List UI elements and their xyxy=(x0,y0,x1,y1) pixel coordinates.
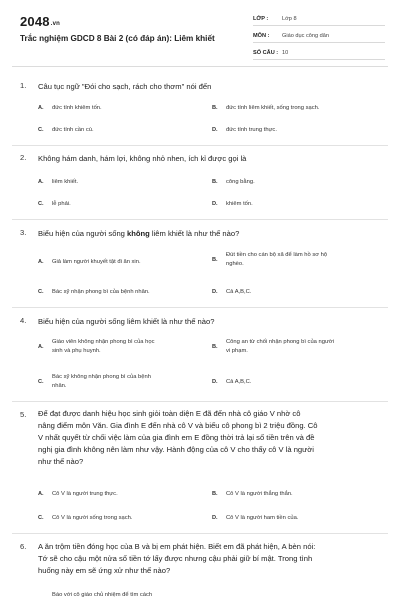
option-d[interactable] xyxy=(212,200,253,209)
question-number: 2. xyxy=(20,153,27,162)
option-d[interactable] xyxy=(212,378,251,387)
option-text: lễ phải. xyxy=(52,201,71,207)
question-divider xyxy=(12,145,388,146)
page-header xyxy=(0,0,400,62)
option-letter: A. xyxy=(38,259,44,265)
option-text: Giáo viên không nhận phong bì của học sinh và phụ huynh. xyxy=(52,339,155,354)
option-text: Giả làm người khuyết tật đi ăn xin. xyxy=(52,259,141,265)
option-letter: D. xyxy=(212,379,218,385)
question-number: 1. xyxy=(20,81,27,90)
option-a[interactable] xyxy=(38,490,118,499)
header-divider xyxy=(12,66,388,67)
option-a[interactable] xyxy=(52,591,152,600)
option-c[interactable] xyxy=(38,126,94,135)
option-c[interactable] xyxy=(38,373,151,391)
option-b[interactable] xyxy=(212,251,327,269)
option-text: đức tính liêm khiết, sống trong sạch. xyxy=(226,105,320,111)
option-b[interactable] xyxy=(212,104,319,113)
option-letter: C. xyxy=(38,515,44,521)
meta-value: Giáo dục công dân xyxy=(282,32,329,39)
option-letter: C. xyxy=(38,378,44,385)
meta-label: SỐ CÂU : xyxy=(253,49,279,56)
option-letter: B. xyxy=(212,179,218,185)
option-text: đức tính khiêm tốn. xyxy=(52,105,102,111)
option-letter: D. xyxy=(212,127,218,133)
option-b[interactable] xyxy=(212,178,255,187)
question-divider xyxy=(12,219,388,220)
option-letter: B. xyxy=(212,105,218,111)
option-c[interactable] xyxy=(38,200,71,209)
option-c[interactable] xyxy=(38,288,150,297)
option-text: Cả A,B,C. xyxy=(226,379,252,385)
option-letter: C. xyxy=(38,201,44,207)
question-text: Để đạt được danh hiệu học sinh giỏi toàn diện E đã đến nhà cô giáo V nhờ cô nâng điểm môn Văn. Gia đình E đến nhà cô V và biếu cô phong bì 2 triệu đồng. Cô V nhất quyết từ chối việc làm của gia đình em E đồng thời trả lại số tiền trên và đề nghị gia đình không nên làm như vậy. Hành động của cô V cho thấy cô V là người như thế nào? xyxy=(38,409,318,466)
option-text: Cả A,B,C. xyxy=(226,289,252,295)
option-text: Cô V là người thẳng thắn. xyxy=(226,491,293,497)
option-d[interactable] xyxy=(212,288,251,297)
option-text: khiêm tốn. xyxy=(226,201,253,207)
page-title: Trắc nghiệm GDCD 8 Bài 2 (có đáp án): Liêm khiết xyxy=(20,34,215,43)
option-letter: A. xyxy=(38,179,44,185)
option-letter: D. xyxy=(212,289,218,295)
meta-value: Lớp 8 xyxy=(282,15,297,22)
option-text: Đút tiền cho cán bộ xã để làm hồ sơ hộ nghèo. xyxy=(226,252,328,267)
question-number: 3. xyxy=(20,228,27,237)
option-text: công bằng. xyxy=(226,179,255,185)
option-text: Bác sỹ nhận phong bì của bệnh nhân. xyxy=(52,289,150,295)
option-text: Bác sỹ không nhận phong bì của bệnh nhân. xyxy=(52,374,151,389)
meta-count-row xyxy=(253,46,385,60)
option-text: Cô V là người trung thực. xyxy=(52,491,118,497)
question-divider xyxy=(12,533,388,534)
option-letter: B. xyxy=(212,343,218,350)
option-letter: A. xyxy=(38,491,44,497)
question-text: Câu tục ngữ "Đói cho sạch, rách cho thơm" nói đến xyxy=(38,82,212,91)
option-letter: D. xyxy=(212,515,218,521)
option-letter: A. xyxy=(38,105,44,111)
meta-class-row xyxy=(253,12,385,26)
option-text: Cô V là người sống trong sạch. xyxy=(52,515,133,521)
meta-label: MÔN : xyxy=(253,32,270,39)
meta-value: 10 xyxy=(282,49,289,56)
question-divider xyxy=(12,401,388,402)
quiz-meta xyxy=(253,12,385,63)
option-text: đức tính cần cù. xyxy=(52,127,94,133)
option-text: đức tính trung thực. xyxy=(226,127,277,133)
site-logo[interactable]: 2048.vn xyxy=(20,14,61,29)
option-d[interactable] xyxy=(212,126,277,135)
option-letter: D. xyxy=(212,201,218,207)
question-text: Biểu hiện của người sống không liêm khiết là như thế nào? xyxy=(38,229,240,238)
option-text: liêm khiết. xyxy=(52,179,79,185)
question-number: 6. xyxy=(20,542,27,551)
option-a[interactable] xyxy=(38,258,141,267)
option-letter: B. xyxy=(212,491,218,497)
question-text: Không hám danh, hám lợi, không nhỏ nhen, ích kỉ được gọi là xyxy=(38,154,247,163)
question-number: 5. xyxy=(20,410,27,419)
question-text: A ăn trộm tiền đóng học của B và bị em phát hiện. Biết em đã phát hiện, A bèn nói: Tớ sẽ cho cậu một nửa số tiền tớ lấy được nhưng cậu phải giữ bí mật. Trong tình huống này em sẽ ứng xử như thế nào? xyxy=(38,542,316,575)
option-a[interactable] xyxy=(38,104,102,113)
option-a[interactable] xyxy=(38,178,78,187)
option-letter: B. xyxy=(212,256,218,263)
question-divider xyxy=(12,307,388,308)
option-b[interactable] xyxy=(212,490,293,499)
option-b[interactable] xyxy=(212,338,334,356)
meta-label: LỚP : xyxy=(253,15,269,22)
option-letter: C. xyxy=(38,127,44,133)
option-d[interactable] xyxy=(212,514,298,523)
option-text: Công an từ chối nhận phong bì của người vi phạm. xyxy=(226,339,334,354)
question-text: Biểu hiện của người sống liêm khiết là như thế nào? xyxy=(38,317,215,326)
option-letter: C. xyxy=(38,289,44,295)
option-c[interactable] xyxy=(38,514,133,523)
option-text: Cô V là người ham tiền của. xyxy=(226,515,299,521)
option-a[interactable] xyxy=(38,338,155,356)
question-number: 4. xyxy=(20,316,27,325)
option-text: Báo với cô giáo chủ nhiệm để tìm cách xyxy=(52,592,153,598)
option-letter: A. xyxy=(38,343,44,350)
meta-subject-row xyxy=(253,29,385,43)
